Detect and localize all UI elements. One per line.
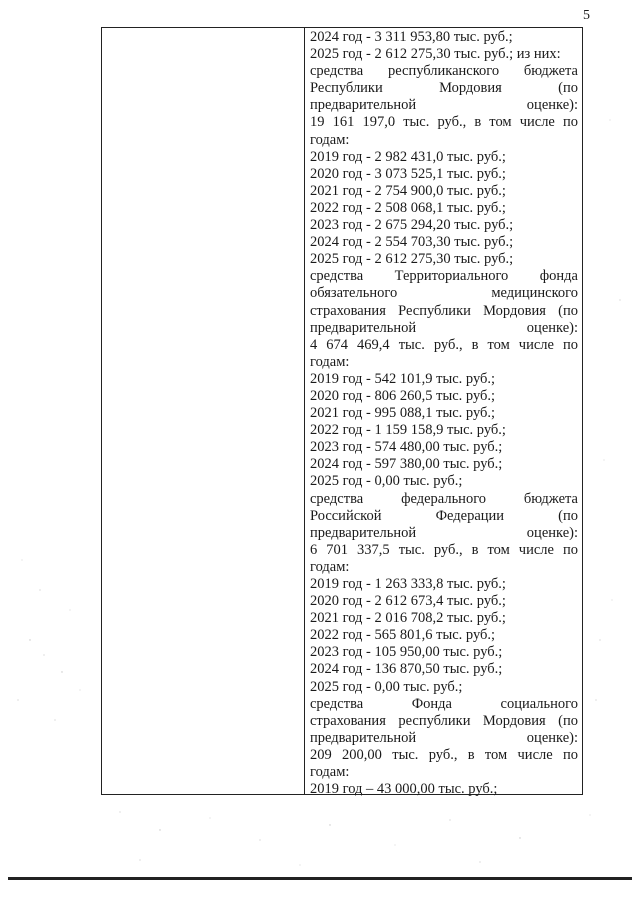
page-number: 5 — [583, 8, 590, 23]
funding-line: 2025 год - 0,00 тыс. руб.; — [310, 678, 463, 695]
funding-line: 2021 год - 2 016 708,2 тыс. руб.; — [310, 610, 506, 627]
funding-line: годам: — [310, 764, 350, 781]
funding-line: 19 161 197,0 тыс. руб., в том числе по — [310, 114, 578, 131]
funding-line: 2024 год - 2 554 703,30 тыс. руб.; — [310, 234, 514, 251]
funding-line: средства Территориального фонда — [310, 268, 578, 285]
funding-line: 2025 год - 2 612 275,30 тыс. руб.; из них: — [310, 46, 561, 63]
funding-line: предварительной оценке): — [310, 97, 578, 114]
funding-line: годам: — [310, 131, 350, 148]
funding-line: Российской Федерации (по — [310, 507, 578, 524]
funding-line: 2025 год - 2 612 275,30 тыс. руб.; — [310, 251, 514, 268]
funding-line: годам: — [310, 558, 350, 575]
funding-line: 2019 год - 2 982 431,0 тыс. руб.; — [310, 148, 506, 165]
funding-line: средства Фонда социального — [310, 695, 578, 712]
funding-line: Республики Мордовия (по — [310, 80, 578, 97]
funding-line: предварительной оценке): — [310, 524, 578, 541]
funding-line: 2022 год - 565 801,6 тыс. руб.; — [310, 627, 496, 644]
funding-line: 2019 год – 43 000,00 тыс. руб.; — [310, 781, 498, 798]
funding-line: страхования республики Мордовия (по — [310, 712, 578, 729]
funding-line: средства республиканского бюджета — [310, 63, 578, 80]
funding-line: 2020 год - 3 073 525,1 тыс. руб.; — [310, 165, 506, 182]
funding-line: предварительной оценке): — [310, 319, 578, 336]
funding-line: 2024 год - 597 380,00 тыс. руб.; — [310, 456, 503, 473]
funding-line: 2022 год - 1 159 158,9 тыс. руб.; — [310, 422, 506, 439]
funding-line: 2019 год - 1 263 333,8 тыс. руб.; — [310, 576, 506, 592]
funding-line: обязательного медицинского — [310, 285, 578, 302]
funding-line: 2022 год - 2 508 068,1 тыс. руб.; — [310, 199, 506, 216]
funding-line: 2023 год - 105 950,00 тыс. руб.; — [310, 644, 503, 661]
funding-line: 2025 год - 0,00 тыс. руб.; — [310, 473, 463, 490]
funding-line: 209 200,00 тыс. руб., в том числе по — [310, 746, 578, 763]
funding-line: 2023 год - 574 480,00 тыс. руб.; — [310, 439, 503, 456]
funding-line: годам: — [310, 353, 350, 370]
funding-line: 2021 год - 2 754 900,0 тыс. руб.; — [310, 182, 506, 199]
funding-line: средства федерального бюджета — [310, 490, 578, 507]
funding-line: 6 701 337,5 тыс. руб., в том числе по — [310, 541, 578, 558]
funding-line: 2019 год - 542 101,9 тыс. руб.; — [310, 370, 496, 387]
funding-line: 2024 год - 136 870,50 тыс. руб.; — [310, 661, 503, 678]
funding-line: 2024 год - 3 311 953,80 тыс. руб.; — [310, 29, 513, 45]
funding-line: 2023 год - 2 675 294,20 тыс. руб.; — [310, 217, 514, 234]
funding-line: предварительной оценке): — [310, 729, 578, 746]
funding-line: 2021 год - 995 088,1 тыс. руб.; — [310, 405, 496, 422]
funding-line: 2020 год - 806 260,5 тыс. руб.; — [310, 387, 496, 404]
funding-line: 2020 год - 2 612 673,4 тыс. руб.; — [310, 593, 506, 610]
funding-line: страхования Республики Мордовия (по — [310, 302, 578, 319]
funding-line: 4 674 469,4 тыс. руб., в том числе по — [310, 336, 578, 353]
